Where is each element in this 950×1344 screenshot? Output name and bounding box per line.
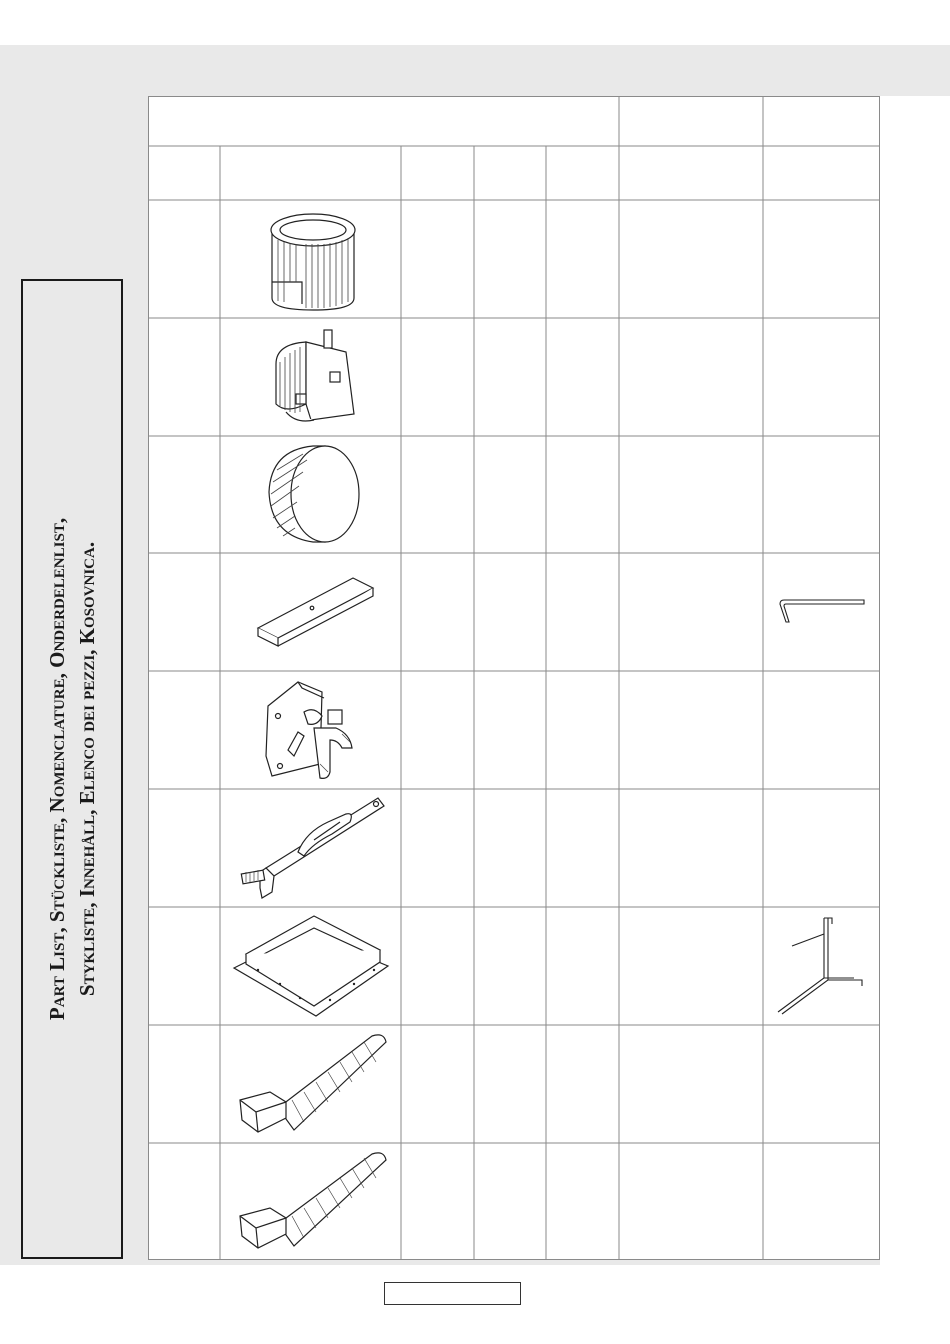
- page-title: [42, 518, 102, 1020]
- title-line-2: Stykliste, Innehåll, Elenco dei pezzi, Kosovnica.: [75, 541, 99, 997]
- t-bolt-long-icon: [234, 1030, 390, 1140]
- page-number-box: [384, 1282, 521, 1305]
- title-line-1: Part List, Stückliste, Nomenclature, Onderdelenlist,: [45, 517, 69, 1021]
- oval-knurled-sleeve-icon: [258, 206, 368, 314]
- frame-profile-icon: [776, 914, 868, 1018]
- background-notch: [880, 96, 950, 1265]
- angle-strip-icon: [248, 570, 378, 650]
- l-profile-icon: [776, 592, 870, 628]
- latch-bracket-icon: [266, 324, 366, 430]
- knurled-knob-icon: [263, 442, 363, 546]
- latch-plate-assembly-icon: [258, 676, 370, 784]
- slide-bolt-icon: [236, 792, 388, 904]
- t-bolt-short-icon: [234, 1148, 390, 1256]
- title-box: [21, 279, 123, 1259]
- parts-table: [148, 96, 880, 1260]
- square-frame-icon: [230, 910, 392, 1022]
